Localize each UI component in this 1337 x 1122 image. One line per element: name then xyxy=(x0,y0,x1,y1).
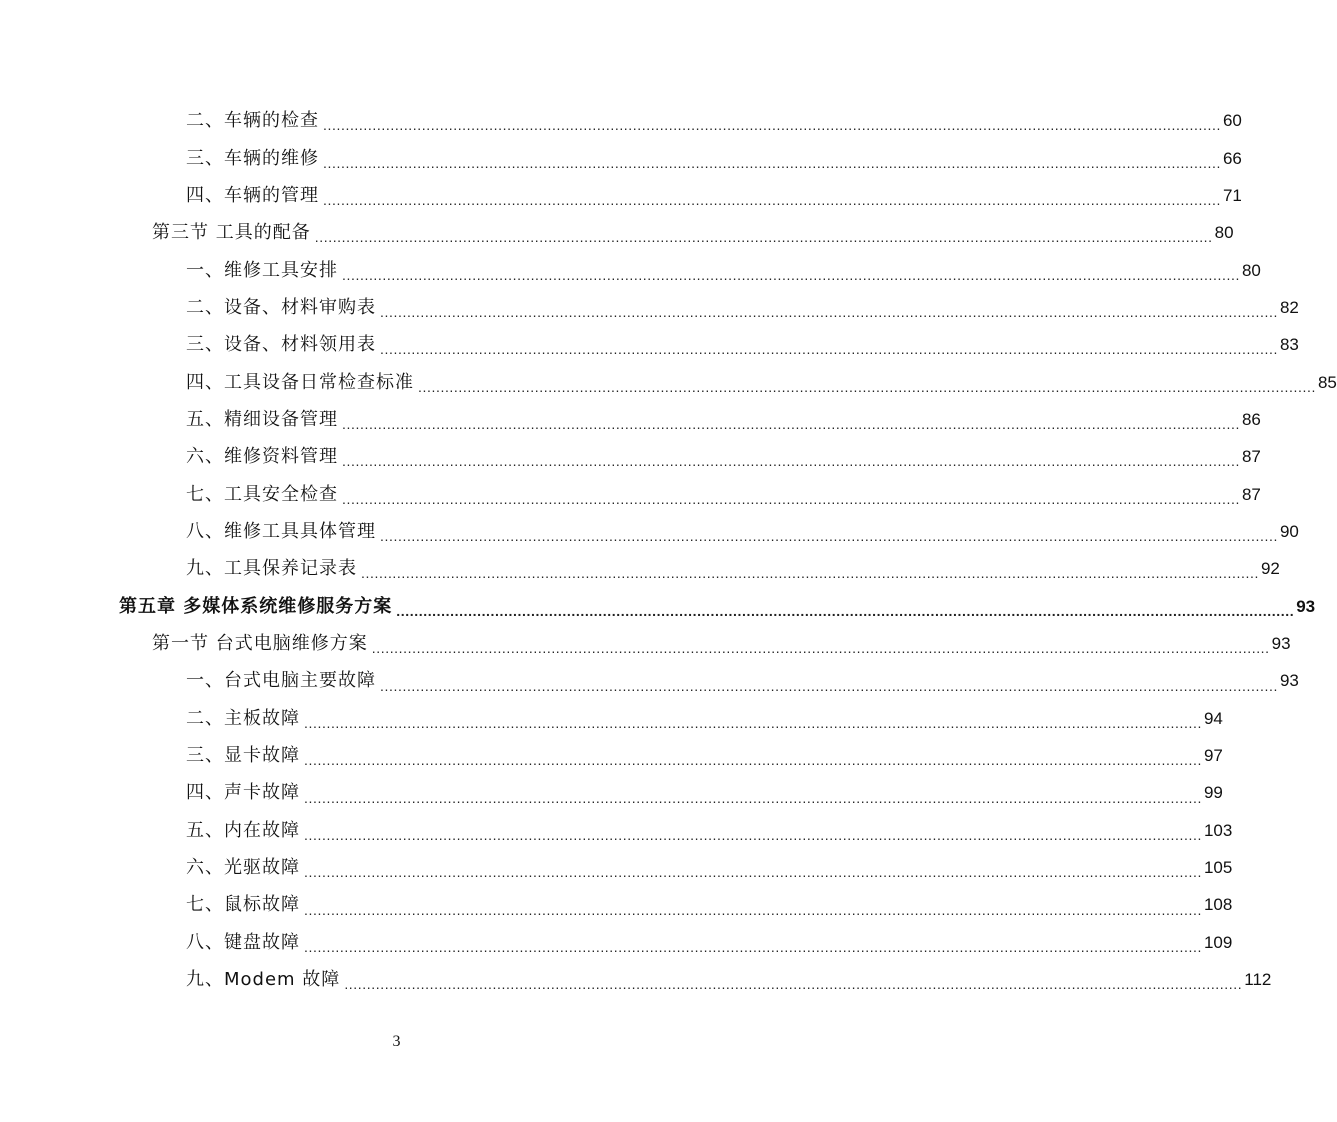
toc-entry-page-number: 87 xyxy=(1241,447,1261,467)
toc-entry-title: 一、维修工具安排 xyxy=(186,259,338,281)
toc-item-entry[interactable] xyxy=(0,475,1261,512)
toc-entry-page-number: 94 xyxy=(1203,708,1223,728)
dot-leader: ........................................................................................................................................................................................................ xyxy=(380,341,1278,358)
toc-item-entry[interactable] xyxy=(0,139,1242,176)
toc-entry-title: 六、维修资料管理 xyxy=(186,446,338,468)
dot-leader: ........................................................................................................................................................................................................ xyxy=(380,677,1278,694)
dot-leader: ........................................................................................................................................................................................................ xyxy=(342,453,1240,470)
dot-leader: ........................................................................................................................................................................................................ xyxy=(323,192,1221,209)
toc-item-entry[interactable] xyxy=(0,849,1233,886)
dot-leader: ........................................................................................................................................................................................................ xyxy=(314,229,1213,246)
toc-entry-page-number: 112 xyxy=(1244,970,1272,990)
toc-entry-title: 五、内在故障 xyxy=(186,819,300,841)
toc-entry-page-number: 93 xyxy=(1271,633,1291,653)
dot-leader: ........................................................................................................................................................................................................ xyxy=(418,378,1316,395)
dot-leader: ........................................................................................................................................................................................................ xyxy=(380,304,1278,321)
toc-item-entry[interactable] xyxy=(0,700,1223,737)
toc-entry-page-number: 93 xyxy=(1296,596,1316,616)
toc-entry-page-number: 103 xyxy=(1203,820,1233,840)
toc-entry-title: 七、工具安全检查 xyxy=(186,483,338,505)
toc-item-entry[interactable] xyxy=(0,289,1299,326)
dot-leader: ........................................................................................................................................................................................................ xyxy=(380,528,1278,545)
dot-leader: ........................................................................................................................................................................................................ xyxy=(396,602,1295,619)
toc-item-entry[interactable] xyxy=(0,886,1233,923)
dot-leader: ........................................................................................................................................................................................................ xyxy=(342,490,1240,507)
toc-entry-page-number: 90 xyxy=(1279,521,1299,541)
toc-entry-page-number: 86 xyxy=(1241,409,1261,429)
toc-item-entry[interactable] xyxy=(0,401,1261,438)
toc-entry-page-number: 82 xyxy=(1279,297,1299,317)
dot-leader: ........................................................................................................................................................................................................ xyxy=(361,565,1259,582)
toc-entry-page-number: 60 xyxy=(1222,111,1242,131)
dot-leader: ........................................................................................................................................................................................................ xyxy=(371,640,1270,657)
toc-entry-page-number: 85 xyxy=(1317,372,1337,392)
dot-leader: ........................................................................................................................................................................................................ xyxy=(323,117,1221,134)
toc-item-entry[interactable] xyxy=(0,438,1261,475)
toc-item-entry[interactable] xyxy=(0,812,1233,849)
toc-item-entry[interactable] xyxy=(0,513,1299,550)
dot-leader: ........................................................................................................................................................................................................ xyxy=(304,864,1202,881)
toc-item-entry[interactable] xyxy=(0,662,1299,699)
toc-entry-title: 第五章 多媒体系统维修服务方案 xyxy=(119,595,393,617)
toc-entry-title: 六、光驱故障 xyxy=(186,857,300,879)
toc-entry-title: 四、声卡故障 xyxy=(186,782,300,804)
dot-leader: ........................................................................................................................................................................................................ xyxy=(342,416,1240,433)
toc-entry-title: 第三节 工具的配备 xyxy=(152,222,311,244)
toc-entry-page-number: 108 xyxy=(1203,895,1233,915)
toc-entry-title: 九、工具保养记录表 xyxy=(186,558,357,580)
toc-entry-page-number: 71 xyxy=(1222,185,1242,205)
dot-leader: ........................................................................................................................................................................................................ xyxy=(304,826,1202,843)
toc-entry-page-number: 97 xyxy=(1203,746,1223,766)
table-of-contents xyxy=(0,102,1337,998)
toc-chapter-entry[interactable] xyxy=(0,587,1316,624)
toc-item-entry[interactable] xyxy=(0,774,1223,811)
dot-leader: ........................................................................................................................................................................................................ xyxy=(344,976,1243,993)
dot-leader: ........................................................................................................................................................................................................ xyxy=(304,938,1202,955)
toc-entry-title: 二、设备、材料审购表 xyxy=(186,296,376,318)
toc-entry-title: 二、主板故障 xyxy=(186,707,300,729)
toc-entry-page-number: 66 xyxy=(1222,148,1242,168)
toc-item-entry[interactable] xyxy=(0,363,1337,400)
dot-leader: ........................................................................................................................................................................................................ xyxy=(323,154,1221,171)
toc-entry-page-number: 80 xyxy=(1214,223,1234,243)
toc-item-entry[interactable] xyxy=(0,961,1272,998)
toc-entry-page-number: 93 xyxy=(1279,671,1299,691)
toc-entry-page-number: 87 xyxy=(1241,484,1261,504)
toc-entry-page-number: 105 xyxy=(1203,858,1233,878)
dot-leader: ........................................................................................................................................................................................................ xyxy=(342,266,1240,283)
toc-entry-title: 三、设备、材料领用表 xyxy=(186,334,376,356)
toc-entry-page-number: 99 xyxy=(1203,783,1223,803)
dot-leader: ........................................................................................................................................................................................................ xyxy=(304,901,1202,918)
toc-item-entry[interactable] xyxy=(0,326,1299,363)
toc-section-entry[interactable] xyxy=(0,625,1291,662)
page-number: 3 xyxy=(392,1033,401,1050)
dot-leader: ........................................................................................................................................................................................................ xyxy=(304,789,1202,806)
toc-item-entry[interactable] xyxy=(0,550,1280,587)
toc-item-entry[interactable] xyxy=(0,924,1233,961)
toc-entry-title: 四、工具设备日常检查标准 xyxy=(186,371,414,393)
toc-item-entry[interactable] xyxy=(0,737,1223,774)
toc-entry-title: 八、键盘故障 xyxy=(186,931,300,953)
toc-section-entry[interactable] xyxy=(0,214,1234,251)
toc-entry-page-number: 92 xyxy=(1260,559,1280,579)
toc-entry-page-number: 83 xyxy=(1279,335,1299,355)
toc-entry-title: 一、台式电脑主要故障 xyxy=(186,670,376,692)
toc-entry-title: 第一节 台式电脑维修方案 xyxy=(152,632,368,654)
toc-entry-title: 五、精细设备管理 xyxy=(186,408,338,430)
dot-leader: ........................................................................................................................................................................................................ xyxy=(304,714,1202,731)
toc-entry-title: 四、车辆的管理 xyxy=(186,184,319,206)
toc-entry-title: 八、维修工具具体管理 xyxy=(186,520,376,542)
toc-item-entry[interactable] xyxy=(0,177,1242,214)
toc-item-entry[interactable] xyxy=(0,102,1242,139)
toc-entry-page-number: 80 xyxy=(1241,260,1261,280)
toc-entry-title: 九、Modem 故障 xyxy=(186,969,341,991)
toc-item-entry[interactable] xyxy=(0,251,1261,288)
toc-entry-title: 七、鼠标故障 xyxy=(186,894,300,916)
dot-leader: ........................................................................................................................................................................................................ xyxy=(304,752,1202,769)
toc-entry-title: 二、车辆的检查 xyxy=(186,110,319,132)
toc-entry-title: 三、车辆的维修 xyxy=(186,147,319,169)
toc-entry-page-number: 109 xyxy=(1203,932,1233,952)
toc-entry-title: 三、显卡故障 xyxy=(186,745,300,767)
